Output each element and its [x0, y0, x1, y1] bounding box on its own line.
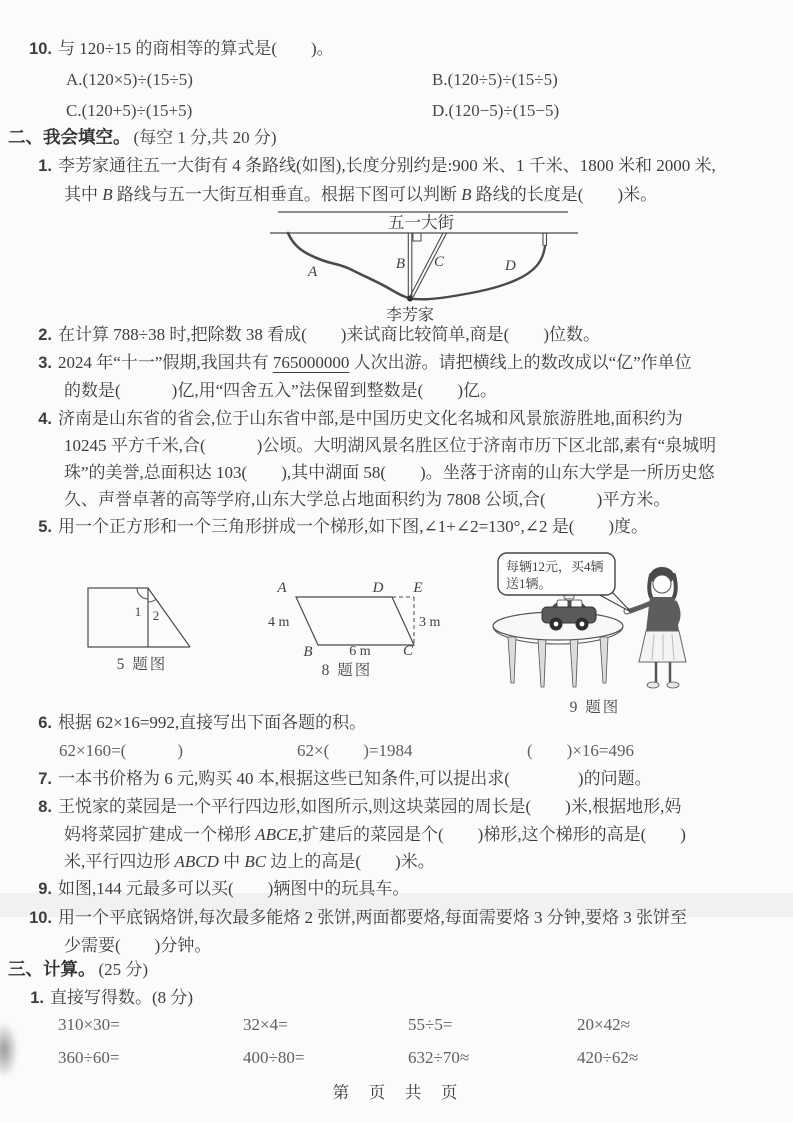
side-bc-dim: 6 m — [349, 644, 371, 658]
woman-shoe — [647, 682, 659, 688]
scan-artifact-smudge — [0, 1022, 18, 1078]
option-d: D.(120−5)÷(15−5) — [432, 101, 560, 120]
question-number: 1. — [38, 157, 52, 175]
parallelogram-svg — [250, 574, 444, 658]
bubble-text-line1: 每辆12元，买4辆 — [506, 559, 604, 574]
figure-caption: 8 题图 — [321, 662, 373, 679]
side-ab-dim: 4 m — [268, 615, 290, 630]
fill-q4-line4: 久、声誉卓著的高等学府,山东大学总占地面积约为 7808 公顷,合( )平方米。 — [64, 490, 671, 509]
section-calc-header — [8, 961, 148, 979]
calc-expression: 360÷60= — [58, 1048, 120, 1067]
street-map-svg — [262, 202, 584, 326]
fill-q1-line1: 1. 李芳家通往五一大街有 4 条路线(如图),长度分别约是:900 米、1 千米、1800 米和 2000 米, — [0, 157, 716, 175]
option-c: C.(120+5)÷(15+5) — [66, 101, 193, 120]
road-c-label: C — [434, 254, 445, 270]
calc-expression: 55÷5= — [408, 1015, 453, 1034]
calc-expression: 632÷70≈ — [408, 1048, 470, 1067]
street-name-label: 五一大街 — [388, 213, 454, 232]
fill-q10-line2: 少需要( )分钟。 — [64, 936, 212, 955]
figure-caption: 9 题图 — [569, 699, 621, 716]
woman-hair-lock — [649, 575, 652, 599]
vertex-c-label: C — [402, 643, 414, 658]
road-b-label: B — [395, 256, 405, 272]
vertex-e-label: E — [413, 580, 423, 596]
question8-figure — [250, 574, 444, 679]
angle2-label: 2 — [152, 608, 160, 623]
fill-q4-line1: 4. 济南是山东省的省会,位于山东省中部,是中国历史文化名城和风景旅游胜地,面积约为 — [38, 409, 683, 428]
angle1-arc — [137, 588, 148, 599]
fill-q1-line2: 其中 B 路线与五一大街互相垂直。根据下图可以判断 B 路线的长度是( )米。 — [64, 185, 658, 204]
fill-q3-line1: 3. 2024 年“十一”假期,我国共有 765000000 人次出游。请把横线上的数改成以“亿”作单位 — [38, 353, 692, 372]
table-leg — [508, 637, 516, 683]
question-number: 10. — [29, 40, 52, 58]
home-label: 李芳家 — [385, 307, 435, 324]
square-triangle-svg — [78, 578, 206, 652]
section-title: 二、我会填空。 — [8, 127, 131, 147]
car-wheel-hub — [580, 622, 585, 627]
vertex-b-label: B — [303, 644, 313, 658]
bubble-text-line2: 送1辆。 — [506, 576, 552, 591]
calc-expression: 20×42≈ — [577, 1015, 630, 1034]
road-a-label: A — [308, 264, 318, 280]
road-d-label: D — [505, 258, 516, 274]
fill-q4-line3: 珠”的美誉,总面积达 103( ),其中湖面 58( )。坐落于济南的山东大学是一所历史悠 — [64, 463, 715, 482]
fill-q2-line1: 2. 在计算 788÷38 时,把除数 38 看成( )来试商比较简单,商是( )位数。 — [38, 325, 600, 344]
figure-caption: 5 题图 — [116, 656, 168, 673]
choice-question-10 — [0, 40, 334, 58]
calc-expression: 400÷80= — [243, 1048, 305, 1067]
calc-expression: 420÷62≈ — [577, 1048, 639, 1067]
side-ec-dim: 3 m — [419, 615, 441, 630]
section-note: (25 分) — [98, 960, 149, 979]
car-body — [542, 607, 596, 623]
fill-q8-line1: 8. 王悦家的菜园是一个平行四边形,如图所示,则这块菜园的周长是( )米,根据地形,妈 — [38, 797, 682, 816]
woman-arm — [675, 603, 678, 623]
product-item: 62×( )=1984 — [297, 741, 413, 760]
page-footer: 第 页 共 页 — [332, 1084, 461, 1102]
car-wheel-hub — [554, 622, 559, 627]
street-map-figure — [262, 202, 584, 329]
table-leg — [538, 639, 546, 687]
section-title: 三、计算。 — [8, 959, 96, 979]
road-a-path — [288, 233, 409, 298]
right-angle-mark — [413, 233, 421, 241]
option-b: B.(120÷5)÷(15÷5) — [432, 70, 558, 89]
product-item: ( )×16=496 — [527, 741, 634, 760]
fill-q6-line1: 6. 根据 62×16=992,直接写出下面各题的积。 — [38, 713, 367, 732]
woman-hair-lock — [673, 575, 676, 599]
fill-q8-line3: 米,平行四边形 ABCD 中 BC 边上的高是( )米。 — [64, 852, 435, 871]
angle2-arc — [148, 599, 156, 602]
fill-q5-line1: 5. 用一个正方形和一个三角形拼成一个梯形,如下图,∠1+∠2=130°,∠2 是( )度。 — [38, 517, 649, 536]
section-note: (每空 1 分,共 20 分) — [133, 128, 277, 147]
calc-sub1: 1. 直接写得数。(8 分) — [30, 988, 194, 1007]
angle1-label: 1 — [134, 604, 142, 619]
option-a: A.(120×5)÷(15÷5) — [66, 70, 193, 89]
woman-shoe — [667, 682, 679, 688]
toy-car-scene-svg — [486, 549, 704, 695]
fill-q7-line1: 7. 一本书价格为 6 元,购买 40 本,根据这些已知条件,可以提出求( )的问题。 — [38, 769, 652, 788]
fill-q3-line2: 的数是( )亿,用“四舍五入”法保留到整数是( )亿。 — [64, 381, 497, 400]
question9-figure — [486, 549, 704, 716]
vertex-d-label: D — [372, 580, 384, 596]
fill-q8-line2: 妈将菜园扩建成一个梯形 ABCE,扩建后的菜园是个( )梯形,这个梯形的高是( ) — [64, 825, 686, 844]
question-text: 与 120÷15 的商相等的算式是( )。 — [58, 39, 334, 58]
section-fill-header — [8, 129, 277, 147]
question5-figure — [78, 578, 206, 673]
woman-face — [653, 575, 671, 593]
vertex-a-label: A — [277, 580, 287, 596]
calc-expression: 32×4= — [243, 1015, 288, 1034]
fill-q9-line1: 9. 如图,144 元最多可以买( )辆图中的玩具车。 — [38, 879, 410, 898]
speech-bubble-tail — [596, 593, 631, 612]
fill-q10-line1: 10. 用一个平底锅烙饼,每次最多能烙 2 张饼,两面都要烙,每面需要烙 3 分钟,要烙 3 张饼至 — [29, 908, 687, 927]
parallelogram-shape — [296, 597, 414, 645]
home-dot — [407, 296, 413, 302]
product-item: 62×160=( ) — [59, 741, 183, 760]
fill-q4-line2: 10245 平方千米,合( )公顷。大明湖风景名胜区位于济南市历下区北部,素有“泉城明 — [64, 436, 717, 455]
calc-expression: 310×30= — [58, 1015, 120, 1034]
table-leg — [570, 639, 578, 687]
table-leg — [600, 637, 608, 683]
woman-pointing-arm — [630, 603, 651, 611]
